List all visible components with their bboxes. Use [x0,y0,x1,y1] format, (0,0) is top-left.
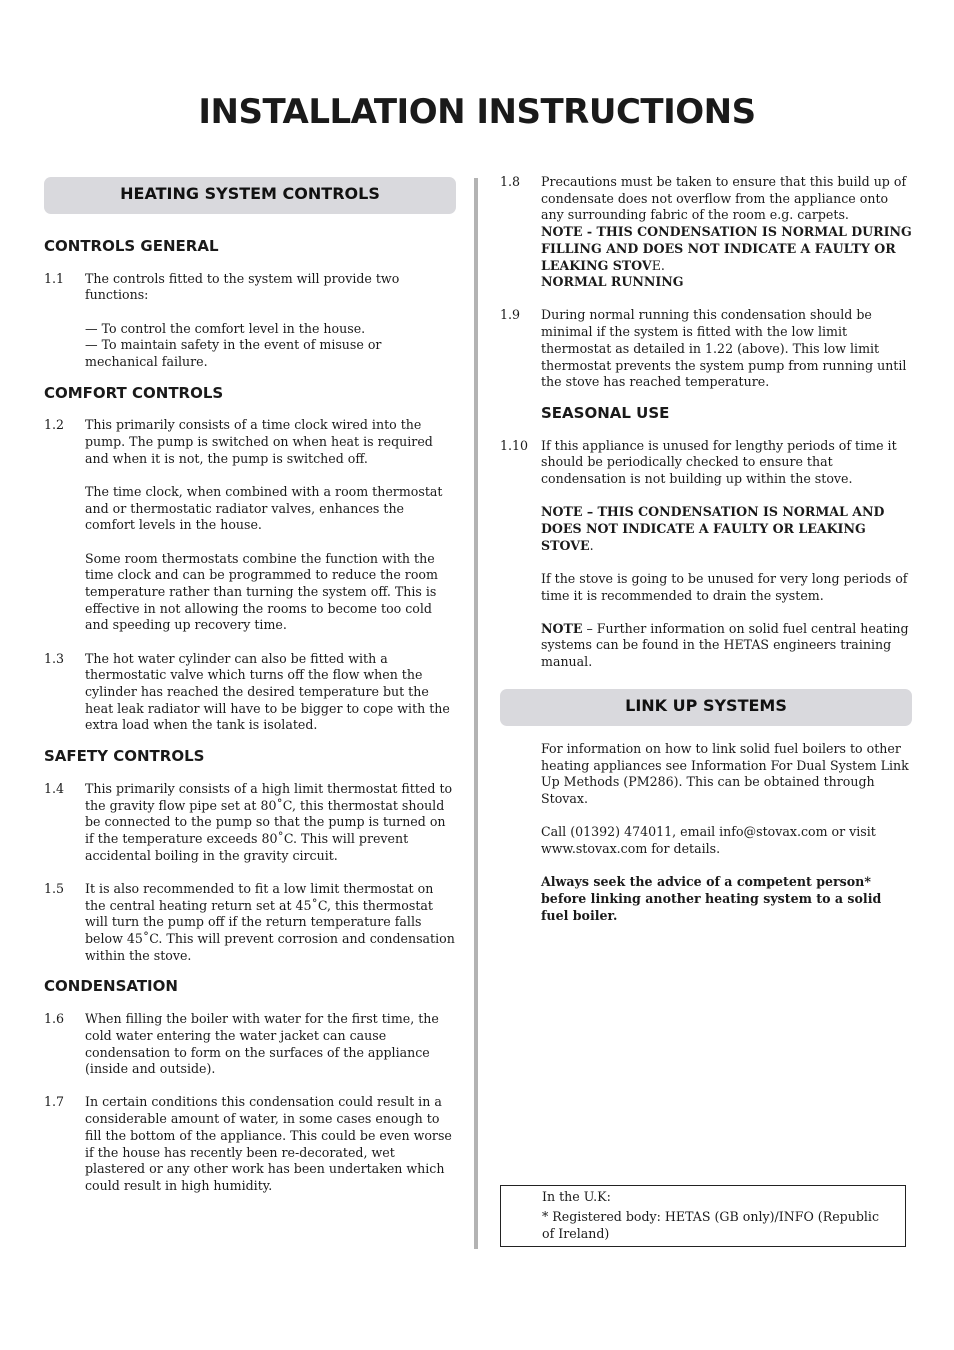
item-number: 1.7 [44,1094,65,1110]
note-text: – Further information on solid fuel central heating systems can be found in the HETAS engineers training manual. [541,620,909,670]
footnote-region: In the U.K: [542,1189,611,1204]
item-paragraph: This primarily consists of a time clock wired into the pump. The pump is switched on when heat is required and when it is not, the pump is switched off. [85,417,433,466]
footnote-box [500,1185,906,1247]
right-column [500,174,912,924]
dash-list [44,321,456,371]
item-paragraph: The time clock, when combined with a room thermostat and or thermostatic radiator valves, enhances the comfort levels in the house. [85,484,443,533]
dash-item-safety: — To maintain safety in the event of misuse or mechanical failure. [85,337,382,370]
item-number: 1.3 [44,650,65,666]
item-number: 1.9 [500,307,521,323]
section-banner-heating-system-controls: HEATING SYSTEM CONTROLS [44,177,456,214]
item-text: When filling the boiler with water for the first time, the cold water entering the water jacket can cause condensation to form on the surfaces of the appliance (inside and outside). [85,1011,439,1077]
item-text: It is also recommended to fit a low limit thermostat on the central heating return set at 45˚C, this thermostat will turn the pump off if the return temperature falls below 45˚C. This will prevent corrosion and condensation within the stove. [85,880,455,963]
column-divider [474,178,478,1249]
condensation-note [541,224,912,274]
item-paragraph: Some room thermostats combine the function with the time clock and can be programmed to reduce the room temperature rather than turning the system off. This is effective in not allowing the rooms to become too cold and speeding up recovery time. [85,550,438,633]
item-number: 1.5 [44,880,65,896]
heading-safety-controls: SAFETY CONTROLS [44,747,205,766]
section-banner-link-up-systems: LINK UP SYSTEMS [500,689,912,726]
item-text: In certain conditions this condensation could result in a considerable amount of water, in some cases enough to fill the bottom of the appliance. This could be even worse if the house has recently been re-decorated, wet plastered or any other work has been undertaken which could result in high humidity. [85,1094,452,1193]
item-text: This primarily consists of a high limit thermostat fitted to the gravity flow pipe set at 80˚C, this thermostat should be connected to the pump so that the pump is turned on if the temperature exceeds 80˚C. This will prevent accidental boiling in the gravity circuit. [85,780,453,863]
heading-controls-general: CONTROLS GENERAL [44,237,219,255]
left-column [44,177,456,1195]
subheading-normal-running: NORMAL RUNNING [541,274,684,290]
item-1-7 [44,1094,456,1194]
heading-seasonal-use: SEASONAL USE [541,403,670,422]
item-1-2 [44,417,456,634]
item-number: 1.10 [500,437,529,453]
hetas-note [541,621,912,671]
contact-paragraph: Call (01392) 474011, email info@stovax.com or visit www.stovax.com for details. [541,824,876,856]
item-text: Precautions must be taken to ensure that this build up of condensate does not overflow from the appliance onto any surrounding fabric of the room e.g. carpets. [541,174,907,223]
footnote-registered-body: * Registered body: HETAS (GB only)/INFO (Republic of Ireland) [542,1209,879,1241]
item-text: The controls fitted to the system will provide two functions: [85,270,400,303]
note-tail: . [589,537,594,553]
link-up-body [500,741,912,924]
item-number: 1.4 [44,780,65,796]
item-1-3 [44,651,456,735]
note-label: NOTE [541,620,583,636]
note-bold: NOTE – THIS CONDENSATION IS NORMAL AND DOES NOT INDICATE A FAULTY OR LEAKING STOVE [541,504,885,553]
item-1-4 [44,781,456,865]
note-tail: E. [651,257,665,273]
link-up-paragraph: For information on how to link solid fuel boilers to other heating appliances see Information For Dual System Link Up Methods (PM286). This can be obtained through Stovax. [541,740,909,806]
item-number: 1.6 [44,1011,65,1027]
note-bold: NOTE - THIS CONDENSATION IS NORMAL DURING FILLING AND DOES NOT INDICATE A FAULTY OR LEAKING STOV [541,224,912,273]
dash-item-comfort: — To control the comfort level in the house. [85,320,366,336]
item-1-8 [500,174,912,291]
item-1-5 [44,881,456,965]
heading-comfort-controls: COMFORT CONTROLS [44,383,224,402]
item-1-10 [500,438,912,671]
item-number: 1.8 [500,174,521,189]
seasonal-note [541,504,912,554]
item-number: 1.2 [44,417,65,433]
heading-condensation: CONDENSATION [44,977,178,996]
item-1-6 [44,1011,456,1078]
advice-paragraph: Always seek the advice of a competent person* before linking another heating system to a solid fuel boiler. [541,874,882,923]
item-text: The hot water cylinder can also be fitted with a thermostatic valve which turns off the flow when the cylinder has reached the desired temperature but the heat leak radiator will have to be bigger to cope with the extra load when the tank is isolated. [85,650,450,733]
item-1-9 [500,307,912,391]
item-text: During normal running this condensation should be minimal if the system is fitted with the low limit thermostat as detailed in 1.22 (above). This low limit thermostat prevents the system pump from running until the stove has reached temperature. [541,307,907,390]
item-number: 1.1 [44,270,65,286]
item-1-1 [44,271,456,304]
page-title: INSTALLATION INSTRUCTIONS [198,92,756,132]
item-text: If this appliance is unused for lengthy periods of time it should be periodically checked to ensure that condensation is not building up within the stove. [541,437,897,487]
drain-paragraph: If the stove is going to be unused for very long periods of time it is recommended to drain the system. [541,570,908,603]
